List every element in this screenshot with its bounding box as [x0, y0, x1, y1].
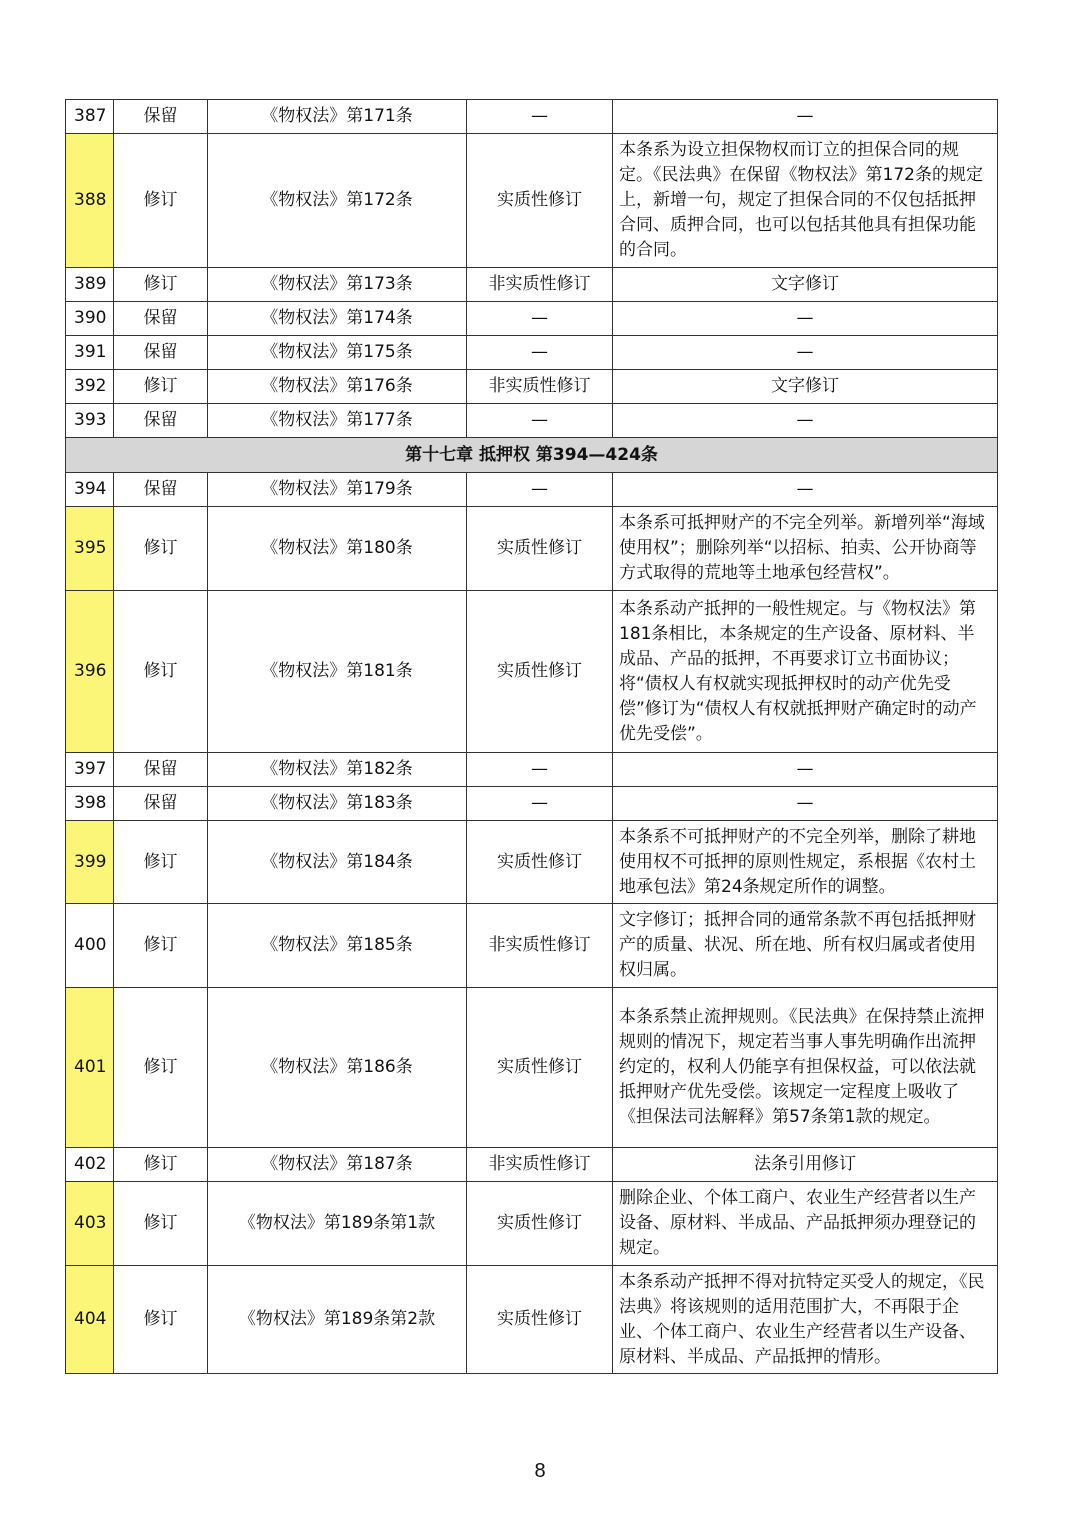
article-number-cell: 389	[66, 268, 114, 302]
action-cell: 修订	[114, 1266, 208, 1374]
action-cell: 修订	[114, 370, 208, 404]
action-cell: 保留	[114, 753, 208, 787]
revision-type-cell: 非实质性修订	[467, 268, 613, 302]
action-cell: 修订	[114, 268, 208, 302]
revision-type-cell: —	[467, 302, 613, 336]
revision-type-cell: —	[467, 787, 613, 821]
article-number-cell: 388	[66, 134, 114, 268]
source-article-cell: 《物权法》第175条	[208, 336, 467, 370]
action-cell: 修订	[114, 821, 208, 904]
source-article-cell: 《物权法》第174条	[208, 302, 467, 336]
article-number-cell: 402	[66, 1148, 114, 1182]
article-comparison-table	[65, 99, 998, 1374]
source-article-cell: 《物权法》第171条	[208, 100, 467, 134]
table-row	[66, 591, 998, 753]
source-article-cell: 《物权法》第176条	[208, 370, 467, 404]
note-cell: —	[613, 753, 998, 787]
article-number-cell: 390	[66, 302, 114, 336]
action-cell: 修订	[114, 134, 208, 268]
source-article-cell: 《物权法》第182条	[208, 753, 467, 787]
article-number-cell: 396	[66, 591, 114, 753]
action-cell: 保留	[114, 302, 208, 336]
article-number-cell: 394	[66, 473, 114, 507]
source-article-cell: 《物权法》第189条第2款	[208, 1266, 467, 1374]
source-article-cell: 《物权法》第187条	[208, 1148, 467, 1182]
table-row	[66, 336, 998, 370]
note-cell: 本条系动产抵押的一般性规定。与《物权法》第181条相比，本条规定的生产设备、原材料、半成品、产品的抵押，不再要求订立书面协议；将“债权人有权就实现抵押权时的动产优先受偿”修订为“债权人有权就抵押财产确定时的动产优先受偿”。	[613, 591, 998, 753]
source-article-cell: 《物权法》第189条第1款	[208, 1182, 467, 1266]
revision-type-cell: 实质性修订	[467, 507, 613, 591]
source-article-cell: 《物权法》第173条	[208, 268, 467, 302]
table-row	[66, 1182, 998, 1266]
note-cell: 删除企业、个体工商户、农业生产经营者以生产设备、原材料、半成品、产品抵押须办理登记的规定。	[613, 1182, 998, 1266]
action-cell: 修订	[114, 591, 208, 753]
revision-type-cell: 实质性修订	[467, 821, 613, 904]
table-row	[66, 100, 998, 134]
article-number-cell: 398	[66, 787, 114, 821]
source-article-cell: 《物权法》第183条	[208, 787, 467, 821]
table-row	[66, 753, 998, 787]
revision-type-cell: 实质性修订	[467, 134, 613, 268]
article-number-cell: 403	[66, 1182, 114, 1266]
article-number-cell: 395	[66, 507, 114, 591]
chapter-header-row	[66, 438, 998, 473]
action-cell: 修订	[114, 904, 208, 988]
article-number-cell: 387	[66, 100, 114, 134]
action-cell: 保留	[114, 787, 208, 821]
note-cell: —	[613, 336, 998, 370]
source-article-cell: 《物权法》第186条	[208, 988, 467, 1148]
revision-type-cell: 非实质性修订	[467, 1148, 613, 1182]
source-article-cell: 《物权法》第185条	[208, 904, 467, 988]
table-row	[66, 1266, 998, 1374]
table-row	[66, 507, 998, 591]
note-cell: 本条系动产抵押不得对抗特定买受人的规定，《民法典》将该规则的适用范围扩大，不再限于企业、个体工商户、农业生产经营者以生产设备、原材料、半成品、产品抵押的情形。	[613, 1266, 998, 1374]
note-cell: —	[613, 404, 998, 438]
source-article-cell: 《物权法》第180条	[208, 507, 467, 591]
article-number-cell: 392	[66, 370, 114, 404]
table-row	[66, 988, 998, 1148]
revision-type-cell: 非实质性修订	[467, 370, 613, 404]
table-row	[66, 787, 998, 821]
table-row	[66, 473, 998, 507]
table-row	[66, 904, 998, 988]
note-cell: 文字修订	[613, 268, 998, 302]
source-article-cell: 《物权法》第181条	[208, 591, 467, 753]
note-cell: —	[613, 787, 998, 821]
revision-type-cell: —	[467, 100, 613, 134]
article-number-cell: 400	[66, 904, 114, 988]
table-row	[66, 268, 998, 302]
revision-type-cell: 实质性修订	[467, 988, 613, 1148]
note-cell: —	[613, 302, 998, 336]
table-row	[66, 134, 998, 268]
note-cell: 本条系可抵押财产的不完全列举。新增列举“海域使用权”；删除列举“以招标、拍卖、公开协商等方式取得的荒地等土地承包经营权”。	[613, 507, 998, 591]
note-cell: 本条系为设立担保物权而订立的担保合同的规定。《民法典》在保留《物权法》第172条的规定上，新增一句，规定了担保合同的不仅包括抵押合同、质押合同，也可以包括其他具有担保功能的合同。	[613, 134, 998, 268]
note-cell: 文字修订	[613, 370, 998, 404]
table-row	[66, 1148, 998, 1182]
revision-type-cell: —	[467, 473, 613, 507]
page-number: 8	[534, 1460, 546, 1482]
article-number-cell: 401	[66, 988, 114, 1148]
action-cell: 修订	[114, 1182, 208, 1266]
action-cell: 修订	[114, 507, 208, 591]
table-row	[66, 370, 998, 404]
revision-type-cell: —	[467, 404, 613, 438]
chapter-title: 第十七章 抵押权 第394—424条	[66, 438, 998, 473]
article-number-cell: 393	[66, 404, 114, 438]
revision-type-cell: 实质性修订	[467, 1182, 613, 1266]
revision-type-cell: —	[467, 336, 613, 370]
note-cell: 本条系禁止流押规则。《民法典》在保持禁止流押规则的情况下，规定若当事人事先明确作出流押约定的，权利人仍能享有担保权益，可以依法就抵押财产优先受偿。该规定一定程度上吸收了《担保法司法解释》第57条第1款的规定。	[613, 988, 998, 1148]
action-cell: 保留	[114, 473, 208, 507]
note-cell: 本条系不可抵押财产的不完全列举，删除了耕地使用权不可抵押的原则性规定，系根据《农村土地承包法》第24条规定所作的调整。	[613, 821, 998, 904]
action-cell: 保留	[114, 100, 208, 134]
note-cell: 法条引用修订	[613, 1148, 998, 1182]
article-number-cell: 397	[66, 753, 114, 787]
article-number-cell: 404	[66, 1266, 114, 1374]
source-article-cell: 《物权法》第177条	[208, 404, 467, 438]
source-article-cell: 《物权法》第179条	[208, 473, 467, 507]
revision-type-cell: 实质性修订	[467, 1266, 613, 1374]
action-cell: 修订	[114, 1148, 208, 1182]
note-cell: 文字修订；抵押合同的通常条款不再包括抵押财产的质量、状况、所在地、所有权归属或者使用权归属。	[613, 904, 998, 988]
action-cell: 保留	[114, 404, 208, 438]
note-cell: —	[613, 473, 998, 507]
table-row	[66, 302, 998, 336]
action-cell: 修订	[114, 988, 208, 1148]
revision-type-cell: —	[467, 753, 613, 787]
article-number-cell: 399	[66, 821, 114, 904]
revision-type-cell: 实质性修订	[467, 591, 613, 753]
table-row	[66, 404, 998, 438]
action-cell: 保留	[114, 336, 208, 370]
source-article-cell: 《物权法》第184条	[208, 821, 467, 904]
article-number-cell: 391	[66, 336, 114, 370]
note-cell: —	[613, 100, 998, 134]
source-article-cell: 《物权法》第172条	[208, 134, 467, 268]
revision-type-cell: 非实质性修订	[467, 904, 613, 988]
table-row	[66, 821, 998, 904]
